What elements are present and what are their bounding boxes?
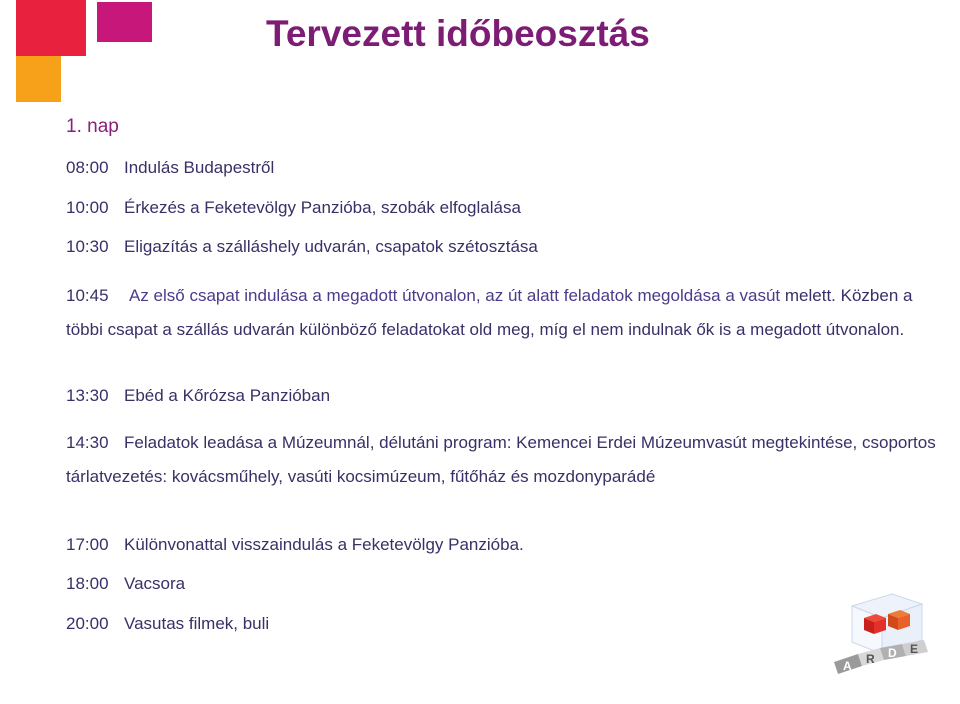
entry-text: Az első csapat indulása a megadott útvonalon, az út alatt feladatok megoldása a vasút: [129, 286, 781, 305]
entry-text: Indulás Budapestről: [124, 158, 275, 177]
entry-text-continuation: melett. Közben a többi csapat a szállás udvarán különböző feladatokat old meg, míg el nem indulnak ők is a megadott útvonalon.: [66, 286, 913, 339]
entry-text: Feladatok leadása a Múzeumnál, délutáni program: Kemencei Erdei Múzeumvasút megtekintése, csoportos tárlatvezetés: kovácsműhely, vasúti kocsimúzeum, fűtőház és mozdonyparádé: [66, 433, 936, 486]
logo-letter: R: [866, 652, 875, 666]
schedule-entry: [66, 574, 946, 594]
entry-time: 10:45: [66, 286, 109, 305]
arde-logo-icon: [830, 592, 930, 682]
entry-time: 10:00: [66, 198, 109, 217]
schedule-entry: [66, 279, 946, 347]
entry-text: Ebéd a Kőrózsa Panzióban: [124, 386, 331, 405]
schedule-entry: [66, 158, 946, 178]
logo-letter: D: [888, 646, 897, 660]
entry-time: 08:00: [66, 158, 109, 177]
decor-square-magenta: [97, 2, 152, 42]
entry-text: Eligazítás a szálláshely udvarán, csapatok szétosztása: [124, 237, 538, 256]
entry-text: Vacsora: [124, 574, 186, 593]
day-heading: 1. nap: [66, 116, 119, 137]
entry-time: 20:00: [66, 614, 109, 633]
schedule-entry: [66, 386, 946, 406]
entry-time: 17:00: [66, 535, 109, 554]
logo-letter: A: [843, 659, 852, 673]
logo-letter: E: [910, 642, 919, 656]
entry-text: Különvonattal visszaindulás a Feketevölgy Panzióba.: [124, 535, 524, 554]
entry-time: 10:30: [66, 237, 109, 256]
schedule-entry: [66, 614, 946, 634]
entry-text: Vasutas filmek, buli: [124, 614, 270, 633]
schedule-entry: [66, 237, 946, 257]
entry-time: 13:30: [66, 386, 109, 405]
schedule-entry: [66, 198, 946, 218]
entry-time: 18:00: [66, 574, 109, 593]
entry-text: Érkezés a Feketevölgy Panzióba, szobák elfoglalása: [124, 198, 521, 217]
decor-square-orange: [16, 56, 61, 102]
entry-time: 14:30: [66, 433, 109, 452]
schedule-entry: [66, 535, 946, 555]
page-title: Tervezett időbeosztás: [266, 13, 650, 54]
decor-square-red: [16, 0, 86, 56]
schedule-entry: [66, 426, 946, 494]
